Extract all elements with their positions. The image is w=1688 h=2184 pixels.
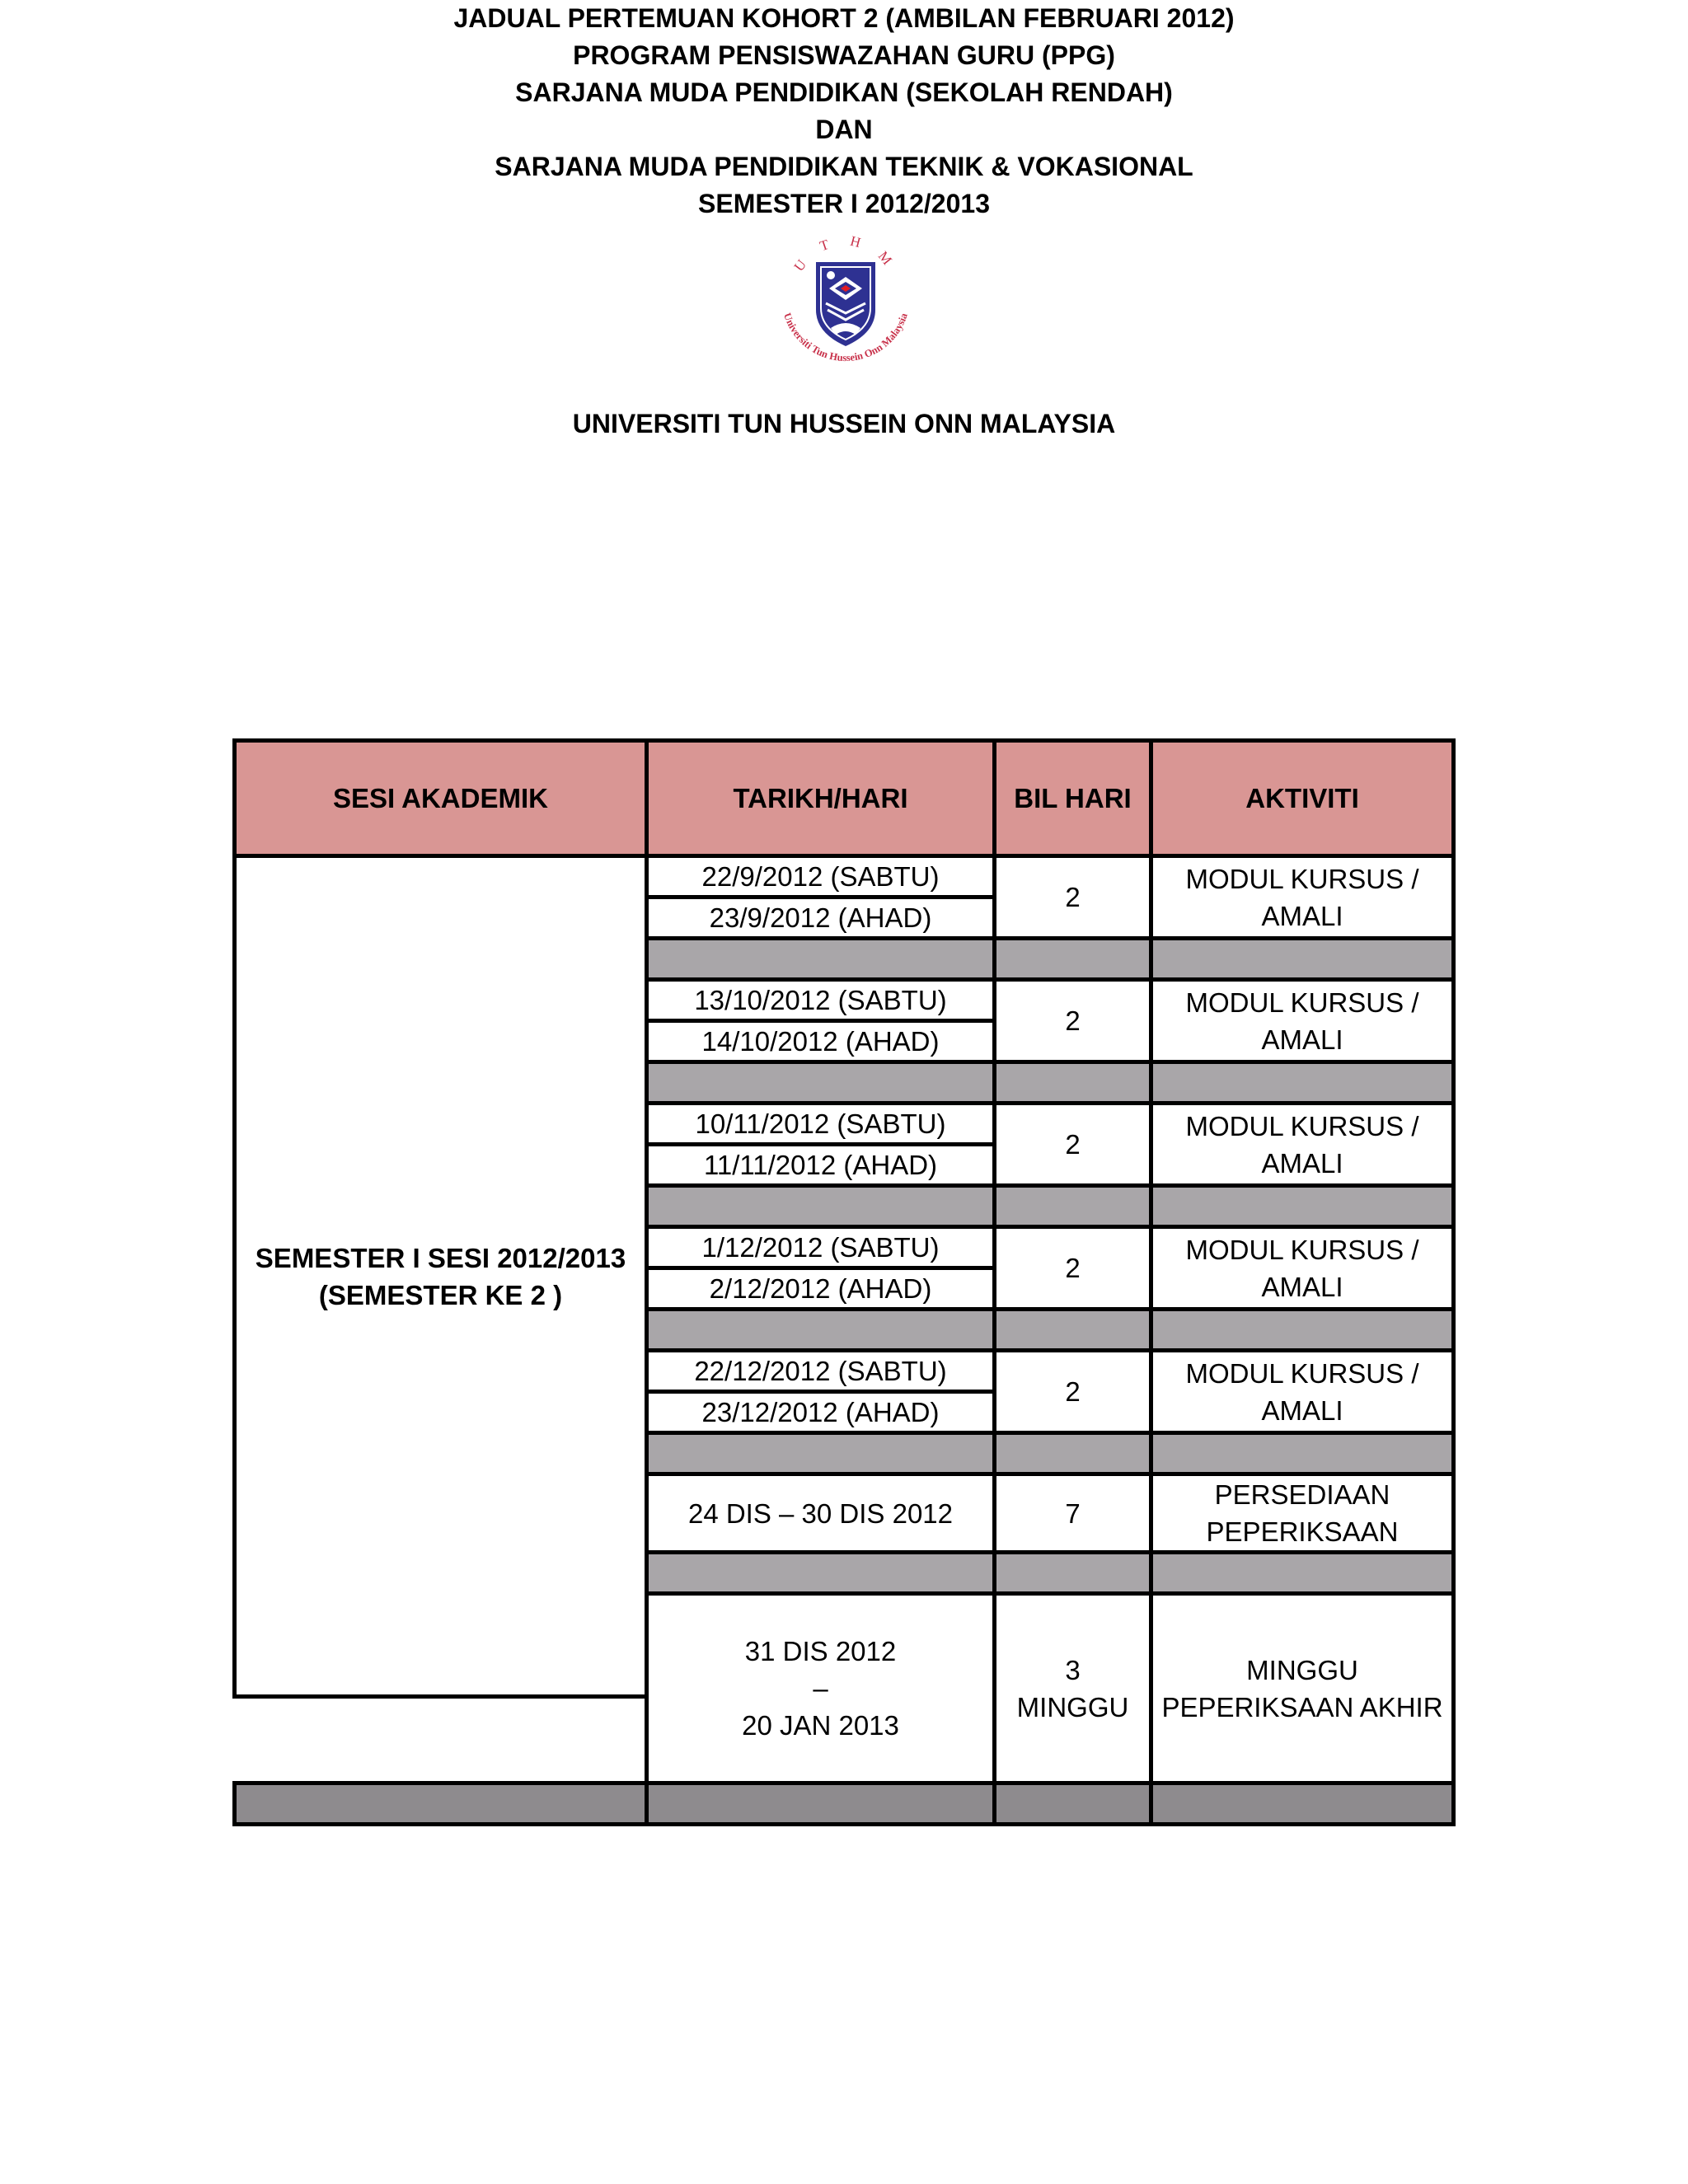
activity-line: AMALI bbox=[1261, 1271, 1343, 1302]
exam-days-line: MINGGU bbox=[1016, 1691, 1129, 1722]
title-line-1: JADUAL PERTEMUAN KOHORT 2 (AMBILAN FEBRUARI 2012) bbox=[453, 3, 1235, 33]
title-line-2: PROGRAM PENSISWAZAHAN GURU (PPG) bbox=[573, 40, 1115, 70]
title-line-4: DAN bbox=[815, 115, 873, 144]
date-cell: 22/12/2012 (SABTU) bbox=[645, 1348, 996, 1394]
title-line-3: SARJANA MUDA PENDIDIKAN (SEKOLAH RENDAH) bbox=[515, 77, 1173, 107]
separator-row bbox=[645, 1550, 996, 1596]
exam-date-line: 31 DIS 2012 bbox=[744, 1636, 897, 1666]
sesi-line: SEMESTER I SESI 2012/2013 bbox=[255, 1242, 626, 1273]
activity-cell bbox=[1149, 1101, 1456, 1188]
column-header-bil-hari: BIL HARI bbox=[992, 738, 1153, 858]
date-cell: 14/10/2012 (AHAD) bbox=[645, 1019, 996, 1064]
days-cell: 2 bbox=[992, 854, 1153, 940]
column-header-sesi: SESI AKADEMIK bbox=[232, 738, 649, 858]
days-cell: 2 bbox=[992, 977, 1153, 1064]
footer-row bbox=[1149, 1781, 1456, 1826]
separator-row bbox=[1149, 1060, 1456, 1105]
sesi-line: (SEMESTER KE 2 ) bbox=[318, 1279, 563, 1310]
separator-row bbox=[1149, 1431, 1456, 1476]
exam-date-line: 20 JAN 2013 bbox=[742, 1710, 899, 1741]
activity-line: MODUL KURSUS / bbox=[1185, 1234, 1419, 1265]
separator-row bbox=[992, 1550, 1153, 1596]
date-cell: 23/12/2012 (AHAD) bbox=[645, 1390, 996, 1435]
exam-date-cell bbox=[645, 1591, 996, 1785]
activity-line: MINGGU bbox=[1246, 1654, 1358, 1685]
date-cell: 10/11/2012 (SABTU) bbox=[645, 1101, 996, 1146]
logo-ring-text-top: U T H M bbox=[790, 232, 901, 274]
date-cell: 23/9/2012 (AHAD) bbox=[645, 895, 996, 940]
title-line-5: SARJANA MUDA PENDIDIKAN TEKNIK & VOKASIONAL bbox=[495, 152, 1193, 181]
uthm-logo bbox=[765, 231, 926, 379]
date-cell: 11/11/2012 (AHAD) bbox=[645, 1142, 996, 1188]
footer-row bbox=[232, 1781, 649, 1826]
exam-date-line: – bbox=[813, 1673, 828, 1704]
separator-row bbox=[645, 1060, 996, 1105]
exam-activity-cell bbox=[1149, 1591, 1456, 1785]
title-line-6: SEMESTER I 2012/2013 bbox=[698, 189, 990, 218]
column-header-aktiviti: AKTIVITI bbox=[1149, 738, 1456, 858]
days-cell: 2 bbox=[992, 1348, 1153, 1435]
separator-row bbox=[992, 1060, 1153, 1105]
activity-line: MODUL KURSUS / bbox=[1185, 1357, 1419, 1389]
exam-days-line: 3 bbox=[1065, 1654, 1081, 1685]
prep-date-cell: 24 DIS – 30 DIS 2012 bbox=[645, 1472, 996, 1554]
university-name: UNIVERSITI TUN HUSSEIN ONN MALAYSIA bbox=[572, 409, 1116, 438]
exam-days-cell bbox=[992, 1591, 1153, 1785]
separator-row bbox=[645, 1431, 996, 1476]
activity-line: AMALI bbox=[1261, 1024, 1343, 1055]
activity-cell bbox=[1149, 1225, 1456, 1311]
separator-row bbox=[1149, 1183, 1456, 1229]
footer-row bbox=[992, 1781, 1153, 1826]
separator-row bbox=[992, 1431, 1153, 1476]
activity-line: MODUL KURSUS / bbox=[1185, 1110, 1419, 1141]
separator-row bbox=[1149, 1550, 1456, 1596]
date-cell: 1/12/2012 (SABTU) bbox=[645, 1225, 996, 1270]
date-cell: 22/9/2012 (SABTU) bbox=[645, 854, 996, 899]
logo-ring-text-bottom: Universiti Tun Hussein Onn Malaysia bbox=[781, 311, 910, 364]
separator-row bbox=[1149, 1307, 1456, 1352]
schedule-table bbox=[232, 738, 1456, 1826]
prep-days-cell: 7 bbox=[992, 1472, 1153, 1554]
activity-line: PERSEDIAAN bbox=[1214, 1479, 1390, 1510]
date-cell: 2/12/2012 (AHAD) bbox=[645, 1266, 996, 1311]
separator-row bbox=[992, 1183, 1153, 1229]
date-cell: 13/10/2012 (SABTU) bbox=[645, 977, 996, 1023]
shield-icon bbox=[816, 262, 875, 346]
prep-activity-cell bbox=[1149, 1472, 1456, 1554]
separator-row bbox=[645, 1307, 996, 1352]
column-header-tarikh: TARIKH/HARI bbox=[645, 738, 996, 858]
activity-line: MODUL KURSUS / bbox=[1185, 863, 1419, 894]
activity-line: AMALI bbox=[1261, 900, 1343, 931]
activity-line: AMALI bbox=[1261, 1394, 1343, 1426]
sesi-akademik-cell bbox=[232, 854, 649, 1699]
activity-cell bbox=[1149, 1348, 1456, 1435]
days-cell: 2 bbox=[992, 1101, 1153, 1188]
separator-row bbox=[992, 1307, 1153, 1352]
activity-line: PEPERIKSAAN bbox=[1206, 1516, 1399, 1547]
activity-cell bbox=[1149, 977, 1456, 1064]
footer-row bbox=[645, 1781, 996, 1826]
separator-row bbox=[1149, 936, 1456, 982]
activity-cell bbox=[1149, 854, 1456, 940]
separator-row bbox=[992, 936, 1153, 982]
days-cell: 2 bbox=[992, 1225, 1153, 1311]
activity-line: MODUL KURSUS / bbox=[1185, 987, 1419, 1018]
separator-row bbox=[645, 936, 996, 982]
activity-line: AMALI bbox=[1261, 1147, 1343, 1179]
activity-line: PEPERIKSAAN AKHIR bbox=[1161, 1691, 1443, 1722]
separator-row bbox=[645, 1183, 996, 1229]
